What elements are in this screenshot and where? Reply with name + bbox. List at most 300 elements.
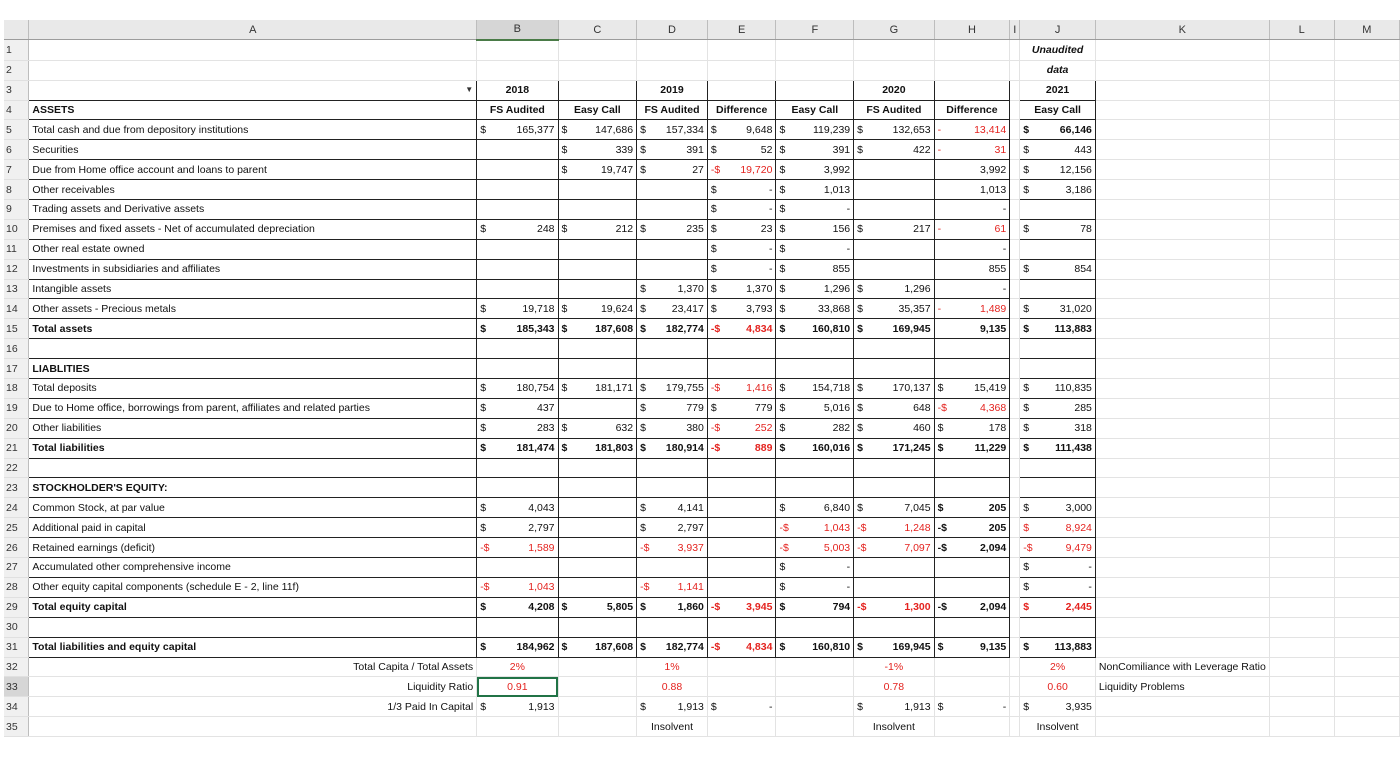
cell-j2[interactable]: data xyxy=(1020,60,1096,80)
row-header[interactable]: 29 xyxy=(4,597,29,617)
cell-f14[interactable] xyxy=(776,299,854,319)
column-header-c[interactable]: C xyxy=(558,20,637,40)
cell-e32[interactable] xyxy=(707,657,776,677)
cell-g12[interactable] xyxy=(854,259,934,279)
cell-l7[interactable] xyxy=(1269,160,1334,180)
cell-g13[interactable] xyxy=(854,279,934,299)
cell-m3[interactable] xyxy=(1334,80,1399,100)
cell-c32[interactable] xyxy=(558,657,637,677)
cell-m33[interactable] xyxy=(1334,677,1399,697)
cell-g17[interactable] xyxy=(854,359,934,379)
cell-m4[interactable] xyxy=(1334,100,1399,120)
cell-f32[interactable] xyxy=(776,657,854,677)
cell-d3[interactable]: 2019 xyxy=(637,80,708,100)
cell-a11[interactable]: Other real estate owned xyxy=(29,239,477,259)
row-header[interactable]: 28 xyxy=(4,577,29,597)
cell-l27[interactable] xyxy=(1269,558,1334,578)
cell-a13[interactable]: Intangible assets xyxy=(29,279,477,299)
cell-j10[interactable] xyxy=(1020,219,1096,239)
cell-l9[interactable] xyxy=(1269,200,1334,220)
cell-k11[interactable] xyxy=(1095,239,1269,259)
cell-d21[interactable] xyxy=(637,438,708,458)
cell-c12[interactable] xyxy=(558,259,637,279)
cell-g11[interactable] xyxy=(854,239,934,259)
cell-k5[interactable] xyxy=(1095,120,1269,140)
cell-l16[interactable] xyxy=(1269,339,1334,359)
cell-a27[interactable]: Accumulated other comprehensive income xyxy=(29,558,477,578)
cell-h27[interactable] xyxy=(934,558,1010,578)
cell-k33[interactable]: Liquidity Problems xyxy=(1095,677,1269,697)
row-header[interactable]: 30 xyxy=(4,617,29,637)
cell-c17[interactable] xyxy=(558,359,637,379)
cell-e18[interactable] xyxy=(707,379,776,399)
cell-h24[interactable] xyxy=(934,498,1010,518)
cell-d32[interactable]: 1% xyxy=(637,657,708,677)
filter-dropdown-icon[interactable]: ▼ xyxy=(465,85,474,95)
cell-e9[interactable] xyxy=(707,200,776,220)
cell-l12[interactable] xyxy=(1269,259,1334,279)
cell-f6[interactable] xyxy=(776,140,854,160)
cell-d27[interactable] xyxy=(637,558,708,578)
cell-m12[interactable] xyxy=(1334,259,1399,279)
cell-c2[interactable] xyxy=(558,60,637,80)
cell-f28[interactable] xyxy=(776,577,854,597)
cell-l31[interactable] xyxy=(1269,637,1334,657)
cell-m32[interactable] xyxy=(1334,657,1399,677)
cell-b16[interactable] xyxy=(477,339,558,359)
cell-c4[interactable]: Easy Call xyxy=(558,100,637,120)
cell-g19[interactable] xyxy=(854,398,934,418)
cell-k9[interactable] xyxy=(1095,200,1269,220)
cell-c3[interactable] xyxy=(558,80,637,100)
cell-b30[interactable] xyxy=(477,617,558,637)
cell-g3[interactable]: 2020 xyxy=(854,80,934,100)
cell-b19[interactable] xyxy=(477,398,558,418)
cell-k7[interactable] xyxy=(1095,160,1269,180)
cell-d28[interactable] xyxy=(637,577,708,597)
cell-d24[interactable] xyxy=(637,498,708,518)
cell-i5[interactable] xyxy=(1010,120,1020,140)
cell-k10[interactable] xyxy=(1095,219,1269,239)
cell-j30[interactable] xyxy=(1020,617,1096,637)
row-header[interactable]: 22 xyxy=(4,458,29,478)
cell-a1[interactable] xyxy=(29,40,477,60)
cell-j7[interactable] xyxy=(1020,160,1096,180)
cell-g27[interactable] xyxy=(854,558,934,578)
cell-e7[interactable] xyxy=(707,160,776,180)
cell-j8[interactable] xyxy=(1020,180,1096,200)
cell-m14[interactable] xyxy=(1334,299,1399,319)
cell-i22[interactable] xyxy=(1010,458,1020,478)
cell-d22[interactable] xyxy=(637,458,708,478)
cell-g35[interactable]: Insolvent xyxy=(854,717,934,737)
cell-f2[interactable] xyxy=(776,60,854,80)
row-header[interactable]: 4 xyxy=(4,100,29,120)
cell-j33[interactable]: 0.60 xyxy=(1020,677,1096,697)
cell-f27[interactable] xyxy=(776,558,854,578)
column-header-b[interactable]: B xyxy=(477,20,558,40)
cell-d5[interactable] xyxy=(637,120,708,140)
cell-d19[interactable] xyxy=(637,398,708,418)
cell-k29[interactable] xyxy=(1095,597,1269,617)
cell-b11[interactable] xyxy=(477,239,558,259)
row-header[interactable]: 21 xyxy=(4,438,29,458)
cell-g25[interactable] xyxy=(854,518,934,538)
cell-j17[interactable] xyxy=(1020,359,1096,379)
row-header[interactable]: 23 xyxy=(4,478,29,498)
cell-m19[interactable] xyxy=(1334,398,1399,418)
cell-k4[interactable] xyxy=(1095,100,1269,120)
cell-k8[interactable] xyxy=(1095,180,1269,200)
cell-j13[interactable] xyxy=(1020,279,1096,299)
cell-f13[interactable] xyxy=(776,279,854,299)
cell-g5[interactable] xyxy=(854,120,934,140)
cell-j29[interactable] xyxy=(1020,597,1096,617)
cell-g30[interactable] xyxy=(854,617,934,637)
cell-i34[interactable] xyxy=(1010,697,1020,717)
column-header-d[interactable]: D xyxy=(637,20,708,40)
cell-k26[interactable] xyxy=(1095,538,1269,558)
cell-h10[interactable] xyxy=(934,219,1010,239)
cell-h29[interactable] xyxy=(934,597,1010,617)
cell-b23[interactable] xyxy=(477,478,558,498)
cell-b10[interactable] xyxy=(477,219,558,239)
cell-f4[interactable]: Easy Call xyxy=(776,100,854,120)
cell-g22[interactable] xyxy=(854,458,934,478)
cell-j28[interactable] xyxy=(1020,577,1096,597)
cell-c25[interactable] xyxy=(558,518,637,538)
cell-g24[interactable] xyxy=(854,498,934,518)
cell-k6[interactable] xyxy=(1095,140,1269,160)
cell-e5[interactable] xyxy=(707,120,776,140)
cell-d4[interactable]: FS Audited xyxy=(637,100,708,120)
cell-l8[interactable] xyxy=(1269,180,1334,200)
column-header-h[interactable]: H xyxy=(934,20,1010,40)
cell-a16[interactable] xyxy=(29,339,477,359)
cell-d6[interactable] xyxy=(637,140,708,160)
cell-i15[interactable] xyxy=(1010,319,1020,339)
cell-b5[interactable] xyxy=(477,120,558,140)
row-header[interactable]: 34 xyxy=(4,697,29,717)
cell-a25[interactable]: Additional paid in capital xyxy=(29,518,477,538)
cell-c10[interactable] xyxy=(558,219,637,239)
cell-j14[interactable] xyxy=(1020,299,1096,319)
cell-h1[interactable] xyxy=(934,40,1010,60)
cell-m22[interactable] xyxy=(1334,458,1399,478)
cell-l2[interactable] xyxy=(1269,60,1334,80)
cell-f21[interactable] xyxy=(776,438,854,458)
cell-f10[interactable] xyxy=(776,219,854,239)
cell-c5[interactable] xyxy=(558,120,637,140)
cell-d20[interactable] xyxy=(637,418,708,438)
cell-i35[interactable] xyxy=(1010,717,1020,737)
cell-d15[interactable] xyxy=(637,319,708,339)
cell-c26[interactable] xyxy=(558,538,637,558)
row-header[interactable]: 14 xyxy=(4,299,29,319)
cell-f15[interactable] xyxy=(776,319,854,339)
cell-h30[interactable] xyxy=(934,617,1010,637)
cell-l11[interactable] xyxy=(1269,239,1334,259)
cell-b17[interactable] xyxy=(477,359,558,379)
cell-b25[interactable] xyxy=(477,518,558,538)
cell-d14[interactable] xyxy=(637,299,708,319)
row-header[interactable]: 1 xyxy=(4,40,29,60)
cell-m25[interactable] xyxy=(1334,518,1399,538)
cell-g32[interactable]: -1% xyxy=(854,657,934,677)
cell-h31[interactable] xyxy=(934,637,1010,657)
cell-b13[interactable] xyxy=(477,279,558,299)
cell-l15[interactable] xyxy=(1269,319,1334,339)
cell-l10[interactable] xyxy=(1269,219,1334,239)
cell-e30[interactable] xyxy=(707,617,776,637)
cell-b32[interactable]: 2% xyxy=(477,657,558,677)
row-header[interactable]: 10 xyxy=(4,219,29,239)
cell-g6[interactable] xyxy=(854,140,934,160)
cell-f35[interactable] xyxy=(776,717,854,737)
cell-b1[interactable] xyxy=(477,40,558,60)
cell-m31[interactable] xyxy=(1334,637,1399,657)
cell-b20[interactable] xyxy=(477,418,558,438)
cell-m18[interactable] xyxy=(1334,379,1399,399)
row-header[interactable]: 3 xyxy=(4,80,29,100)
cell-i16[interactable] xyxy=(1010,339,1020,359)
cell-l34[interactable] xyxy=(1269,697,1334,717)
cell-j5[interactable] xyxy=(1020,120,1096,140)
cell-j26[interactable] xyxy=(1020,538,1096,558)
cell-i1[interactable] xyxy=(1010,40,1020,60)
cell-k3[interactable] xyxy=(1095,80,1269,100)
cell-j22[interactable] xyxy=(1020,458,1096,478)
cell-g10[interactable] xyxy=(854,219,934,239)
cell-m34[interactable] xyxy=(1334,697,1399,717)
cell-b9[interactable] xyxy=(477,200,558,220)
cell-a35[interactable] xyxy=(29,717,477,737)
cell-m24[interactable] xyxy=(1334,498,1399,518)
cell-l23[interactable] xyxy=(1269,478,1334,498)
cell-m7[interactable] xyxy=(1334,160,1399,180)
cell-b22[interactable] xyxy=(477,458,558,478)
cell-h17[interactable] xyxy=(934,359,1010,379)
cell-d29[interactable] xyxy=(637,597,708,617)
cell-a12[interactable]: Investments in subsidiaries and affiliates xyxy=(29,259,477,279)
cell-l4[interactable] xyxy=(1269,100,1334,120)
cell-a23[interactable]: STOCKHOLDER'S EQUITY: xyxy=(29,478,477,498)
row-header[interactable]: 27 xyxy=(4,558,29,578)
cell-a31[interactable]: Total liabilities and equity capital xyxy=(29,637,477,657)
cell-c24[interactable] xyxy=(558,498,637,518)
cell-j12[interactable] xyxy=(1020,259,1096,279)
cell-e10[interactable] xyxy=(707,219,776,239)
cell-g9[interactable] xyxy=(854,200,934,220)
cell-m20[interactable] xyxy=(1334,418,1399,438)
cell-d2[interactable] xyxy=(637,60,708,80)
cell-e17[interactable] xyxy=(707,359,776,379)
cell-g16[interactable] xyxy=(854,339,934,359)
cell-k13[interactable] xyxy=(1095,279,1269,299)
cell-i20[interactable] xyxy=(1010,418,1020,438)
column-header-k[interactable]: K xyxy=(1095,20,1269,40)
cell-g20[interactable] xyxy=(854,418,934,438)
cell-h13[interactable] xyxy=(934,279,1010,299)
cell-d33[interactable]: 0.88 xyxy=(637,677,708,697)
cell-j25[interactable] xyxy=(1020,518,1096,538)
cell-d26[interactable] xyxy=(637,538,708,558)
cell-e20[interactable] xyxy=(707,418,776,438)
cell-e14[interactable] xyxy=(707,299,776,319)
cell-k25[interactable] xyxy=(1095,518,1269,538)
cell-h18[interactable] xyxy=(934,379,1010,399)
cell-l18[interactable] xyxy=(1269,379,1334,399)
cell-a3[interactable] xyxy=(29,80,477,100)
row-header[interactable]: 12 xyxy=(4,259,29,279)
cell-c14[interactable] xyxy=(558,299,637,319)
cell-a6[interactable]: Securities xyxy=(29,140,477,160)
cell-j31[interactable] xyxy=(1020,637,1096,657)
cell-g33[interactable]: 0.78 xyxy=(854,677,934,697)
cell-e22[interactable] xyxy=(707,458,776,478)
cell-m13[interactable] xyxy=(1334,279,1399,299)
cell-i18[interactable] xyxy=(1010,379,1020,399)
cell-e35[interactable] xyxy=(707,717,776,737)
column-header-e[interactable]: E xyxy=(707,20,776,40)
cell-a17[interactable]: LIABLITIES xyxy=(29,359,477,379)
column-header-m[interactable]: M xyxy=(1334,20,1399,40)
cell-m15[interactable] xyxy=(1334,319,1399,339)
cell-i32[interactable] xyxy=(1010,657,1020,677)
cell-e25[interactable] xyxy=(707,518,776,538)
cell-j32[interactable]: 2% xyxy=(1020,657,1096,677)
cell-j18[interactable] xyxy=(1020,379,1096,399)
cell-e23[interactable] xyxy=(707,478,776,498)
cell-m10[interactable] xyxy=(1334,219,1399,239)
cell-i25[interactable] xyxy=(1010,518,1020,538)
cell-c9[interactable] xyxy=(558,200,637,220)
cell-m2[interactable] xyxy=(1334,60,1399,80)
cell-m9[interactable] xyxy=(1334,200,1399,220)
cell-e4[interactable]: Difference xyxy=(707,100,776,120)
cell-a4[interactable]: ASSETS xyxy=(29,100,477,120)
cell-e28[interactable] xyxy=(707,577,776,597)
row-header[interactable]: 2 xyxy=(4,60,29,80)
cell-f11[interactable] xyxy=(776,239,854,259)
cell-f30[interactable] xyxy=(776,617,854,637)
cell-i30[interactable] xyxy=(1010,617,1020,637)
column-header-a[interactable]: A xyxy=(29,20,477,40)
cell-c21[interactable] xyxy=(558,438,637,458)
row-header[interactable]: 15 xyxy=(4,319,29,339)
cell-i23[interactable] xyxy=(1010,478,1020,498)
cell-g28[interactable] xyxy=(854,577,934,597)
cell-e11[interactable] xyxy=(707,239,776,259)
cell-d35[interactable]: Insolvent xyxy=(637,717,708,737)
cell-g31[interactable] xyxy=(854,637,934,657)
cell-d18[interactable] xyxy=(637,379,708,399)
cell-d1[interactable] xyxy=(637,40,708,60)
cell-m17[interactable] xyxy=(1334,359,1399,379)
cell-i13[interactable] xyxy=(1010,279,1020,299)
row-header[interactable]: 11 xyxy=(4,239,29,259)
cell-b8[interactable] xyxy=(477,180,558,200)
cell-k30[interactable] xyxy=(1095,617,1269,637)
cell-e26[interactable] xyxy=(707,538,776,558)
cell-g8[interactable] xyxy=(854,180,934,200)
column-header-f[interactable]: F xyxy=(776,20,854,40)
cell-c29[interactable] xyxy=(558,597,637,617)
cell-l3[interactable] xyxy=(1269,80,1334,100)
cell-b35[interactable] xyxy=(477,717,558,737)
cell-e24[interactable] xyxy=(707,498,776,518)
cell-k31[interactable] xyxy=(1095,637,1269,657)
row-header[interactable]: 35 xyxy=(4,717,29,737)
cell-f22[interactable] xyxy=(776,458,854,478)
cell-a15[interactable]: Total assets xyxy=(29,319,477,339)
cell-g26[interactable] xyxy=(854,538,934,558)
cell-j9[interactable] xyxy=(1020,200,1096,220)
cell-l25[interactable] xyxy=(1269,518,1334,538)
cell-h32[interactable] xyxy=(934,657,1010,677)
cell-l1[interactable] xyxy=(1269,40,1334,60)
cell-h15[interactable] xyxy=(934,319,1010,339)
cell-h7[interactable] xyxy=(934,160,1010,180)
cell-a24[interactable]: Common Stock, at par value xyxy=(29,498,477,518)
cell-b31[interactable] xyxy=(477,637,558,657)
cell-j16[interactable] xyxy=(1020,339,1096,359)
row-header[interactable]: 13 xyxy=(4,279,29,299)
cell-l5[interactable] xyxy=(1269,120,1334,140)
cell-j3[interactable]: 2021 xyxy=(1020,80,1096,100)
cell-f7[interactable] xyxy=(776,160,854,180)
cell-f24[interactable] xyxy=(776,498,854,518)
cell-b29[interactable] xyxy=(477,597,558,617)
row-header[interactable]: 9 xyxy=(4,200,29,220)
cell-e2[interactable] xyxy=(707,60,776,80)
row-header[interactable]: 19 xyxy=(4,398,29,418)
cell-a10[interactable]: Premises and fixed assets - Net of accumulated depreciation xyxy=(29,219,477,239)
cell-h14[interactable] xyxy=(934,299,1010,319)
row-header[interactable]: 5 xyxy=(4,120,29,140)
cell-d7[interactable] xyxy=(637,160,708,180)
cell-g29[interactable] xyxy=(854,597,934,617)
cell-c31[interactable] xyxy=(558,637,637,657)
cell-k14[interactable] xyxy=(1095,299,1269,319)
cell-f19[interactable] xyxy=(776,398,854,418)
cell-i28[interactable] xyxy=(1010,577,1020,597)
cell-l21[interactable] xyxy=(1269,438,1334,458)
cell-m21[interactable] xyxy=(1334,438,1399,458)
cell-b26[interactable] xyxy=(477,538,558,558)
cell-e8[interactable] xyxy=(707,180,776,200)
cell-i31[interactable] xyxy=(1010,637,1020,657)
cell-b7[interactable] xyxy=(477,160,558,180)
cell-f8[interactable] xyxy=(776,180,854,200)
cell-k1[interactable] xyxy=(1095,40,1269,60)
cell-j34[interactable] xyxy=(1020,697,1096,717)
cell-e29[interactable] xyxy=(707,597,776,617)
cell-j24[interactable] xyxy=(1020,498,1096,518)
cell-h16[interactable] xyxy=(934,339,1010,359)
cell-l30[interactable] xyxy=(1269,617,1334,637)
cell-a21[interactable]: Total liabilities xyxy=(29,438,477,458)
spreadsheet-grid[interactable] xyxy=(4,20,1400,737)
cell-l28[interactable] xyxy=(1269,577,1334,597)
cell-i4[interactable] xyxy=(1010,100,1020,120)
cell-b4[interactable]: FS Audited xyxy=(477,100,558,120)
cell-i6[interactable] xyxy=(1010,140,1020,160)
cell-j1[interactable]: Unaudited xyxy=(1020,40,1096,60)
cell-f17[interactable] xyxy=(776,359,854,379)
cell-f29[interactable] xyxy=(776,597,854,617)
cell-h3[interactable] xyxy=(934,80,1010,100)
